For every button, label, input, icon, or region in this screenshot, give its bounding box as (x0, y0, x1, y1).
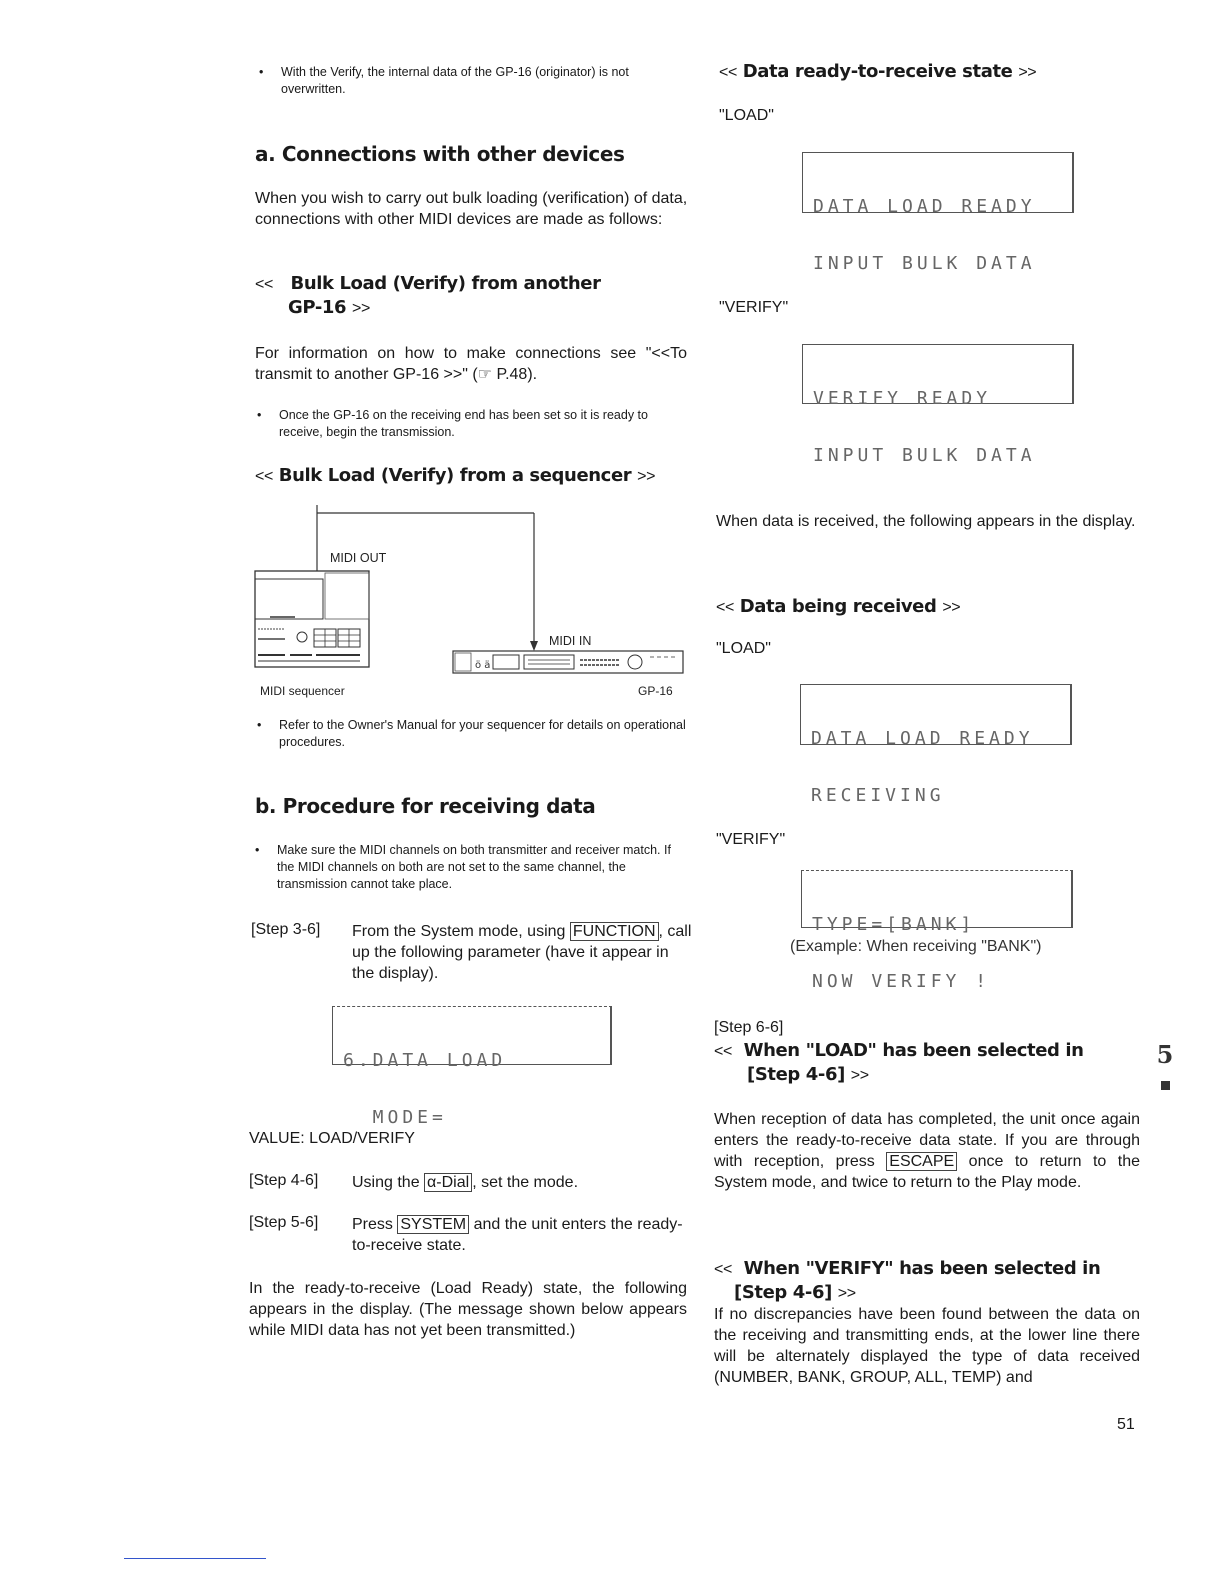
bulk-seq-title: Bulk Load (Verify) from a sequencer (278, 465, 632, 486)
ready-title: Data ready-to-receive state (742, 61, 1013, 82)
section-b-title: b. Procedure for receiving data (255, 794, 596, 818)
section-b-note-text: Make sure the MIDI channels on both transmitter and receiver match. If the MIDI channels on both are not set to the same channel, the transmission cannot take place. (277, 843, 671, 891)
step-4-6-label: [Step 4-6] (249, 1172, 319, 1189)
bullet-icon: • (257, 718, 262, 732)
seq-note-text: Refer to the Owner's Manual for your sequencer for details on operational procedures. (279, 718, 686, 749)
step-5-6-label: [Step 5-6] (249, 1214, 319, 1231)
lcd-load-ready (802, 152, 1074, 274)
gp16-label: GP-16 (638, 684, 673, 698)
step-5-6-post: and the unit enters the ready-to-receive state. (352, 1216, 683, 1254)
value-line: VALUE: LOAD/VERIFY (249, 1130, 415, 1147)
system-key: SYSTEM (397, 1215, 469, 1234)
step-3-6-label: [Step 3-6] (251, 921, 321, 938)
footer-rule (124, 1558, 266, 1559)
chevron-open: << (255, 468, 273, 485)
escape-key: ESCAPE (886, 1152, 957, 1171)
section-a-title: a. Connections with other devices (255, 142, 625, 166)
when-load-heading (714, 1039, 1084, 1087)
seq-note (257, 717, 691, 751)
ready-body: In the ready-to-receive (Load Ready) state, the following appears in the display. (The message shown below appears while MIDI data has not yet been transmitted.) (249, 1280, 687, 1339)
being-received-title: Data being received (739, 596, 937, 617)
lcd-line-2: INPUT BULK DATA (813, 445, 1036, 466)
note-verify-text: With the Verify, the internal data of the GP-16 (originator) is not overwritten. (281, 65, 629, 96)
midi-out-label: MIDI OUT (330, 551, 387, 565)
svg-text:ö ä: ö ä (475, 660, 491, 671)
bullet-icon: • (259, 65, 264, 79)
lcd-verify-ready (802, 344, 1074, 466)
verify-label-2: "VERIFY" (716, 831, 786, 848)
when-verify-title-line1: When "VERIFY" has been selected in (743, 1258, 1101, 1279)
bulk-seq-heading (255, 464, 655, 488)
lcd-data-load-mode (332, 1006, 612, 1128)
page-number: 51 (1117, 1416, 1135, 1433)
step-5-6-pre: Press (352, 1216, 398, 1233)
chevron-close: >> (352, 300, 370, 317)
bulk-gp16-body: For information on how to make connections see "<<To transmit to another GP-16 >>" (☞ P.48). (255, 345, 687, 383)
step-4-6-post: , set the mode. (472, 1174, 579, 1191)
when-verify-title-line2: [Step 4-6] (734, 1282, 832, 1303)
load-label-2: "LOAD" (716, 640, 771, 657)
ready-heading (719, 60, 1036, 84)
when-load-post: once to return to the System mode, and twice to return to the Play mode. (714, 1153, 1140, 1191)
when-load-title-line1: When "LOAD" has been selected in (743, 1040, 1084, 1061)
when-load-pre: When reception of data has completed, the unit once again enters the ready-to-receive data state. If you are through with reception, press (714, 1111, 1140, 1170)
example-caption: (Example: When receiving "BANK") (790, 938, 1042, 955)
lcd-line-2: MODE= (343, 1107, 447, 1128)
section-b-note (255, 842, 687, 893)
gp16-unit-icon (453, 651, 683, 673)
bullet-icon: • (255, 843, 260, 857)
chevron-close: >> (637, 468, 656, 485)
step-5-6-text (352, 1214, 688, 1256)
when-verify-heading (714, 1257, 1100, 1305)
bulk-gp16-note-text: Once the GP-16 on the receiving end has been set so it is ready to receive, begin the transmission. (279, 408, 648, 439)
step-3-6-pre: From the System mode, using (352, 923, 570, 940)
when-load-title-line2: [Step 4-6] (747, 1064, 845, 1085)
connection-diagram (250, 505, 690, 700)
step-3-6-text (352, 921, 692, 984)
alpha-dial-key: α-Dial (424, 1173, 472, 1192)
section-tab-marker-icon (1161, 1081, 1170, 1090)
lcd-line-1: DATA LOAD READY (813, 196, 1036, 217)
bulk-gp16-heading (255, 272, 601, 320)
chevron-open: << (255, 276, 273, 293)
bulk-gp16-title-line2: GP-16 (288, 297, 347, 318)
received-body: When data is received, the following appears in the display. (716, 513, 1136, 530)
bulk-gp16-title-line1: Bulk Load (Verify) from another (290, 273, 601, 294)
lcd-line-1: 6.DATA LOAD (343, 1050, 507, 1071)
lcd-line-2: INPUT BULK DATA (813, 253, 1036, 274)
when-load-body (714, 1109, 1140, 1193)
lcd-line-1: TYPE=[BANK] (812, 914, 976, 935)
chevron-open: << (714, 1043, 732, 1060)
chevron-open: << (719, 64, 737, 81)
being-received-heading (716, 595, 960, 619)
when-verify-body: If no discrepancies have been found between the data on the receiving and transmitting ends, at the lower line there will be alternately displayed the type of data received (NUMBER, BANK, GROUP, ALL, TEMP) and (714, 1306, 1140, 1386)
lcd-line-1: VERIFY READY (813, 388, 992, 409)
verify-label-1: "VERIFY" (719, 299, 789, 316)
chevron-open: << (716, 599, 734, 616)
bullet-icon: • (257, 408, 262, 422)
midi-sequencer-icon (255, 571, 369, 667)
step-4-6-pre: Using the (352, 1174, 425, 1191)
lcd-receiving (800, 684, 1072, 806)
sequencer-label: MIDI sequencer (260, 684, 345, 698)
step-4-6-text (352, 1172, 692, 1193)
chevron-close: >> (837, 1285, 856, 1302)
lcd-line-2: RECEIVING (811, 785, 945, 806)
section-tab-number: 5 (1156, 1040, 1174, 1069)
midi-in-label: MIDI IN (549, 634, 592, 648)
lcd-line-2: NOW VERIFY ! (812, 971, 991, 992)
bulk-gp16-note (257, 407, 689, 441)
load-label-1: "LOAD" (719, 107, 774, 124)
function-key: FUNCTION (570, 922, 659, 941)
section-tab (1150, 1040, 1180, 1090)
chevron-open: << (714, 1261, 732, 1278)
chevron-close: >> (942, 599, 961, 616)
chevron-close: >> (850, 1067, 869, 1084)
chevron-close: >> (1018, 64, 1037, 81)
lcd-line-1: DATA LOAD READY (811, 728, 1034, 749)
step-6-6-label: [Step 6-6] (714, 1019, 784, 1036)
step-3-6-post: , call up the following parameter (have it appear in the display). (352, 923, 692, 982)
section-a-body: When you wish to carry out bulk loading (verification) of data, connections with other MIDI devices are made as follows: (255, 190, 688, 228)
note-verify (259, 64, 691, 98)
